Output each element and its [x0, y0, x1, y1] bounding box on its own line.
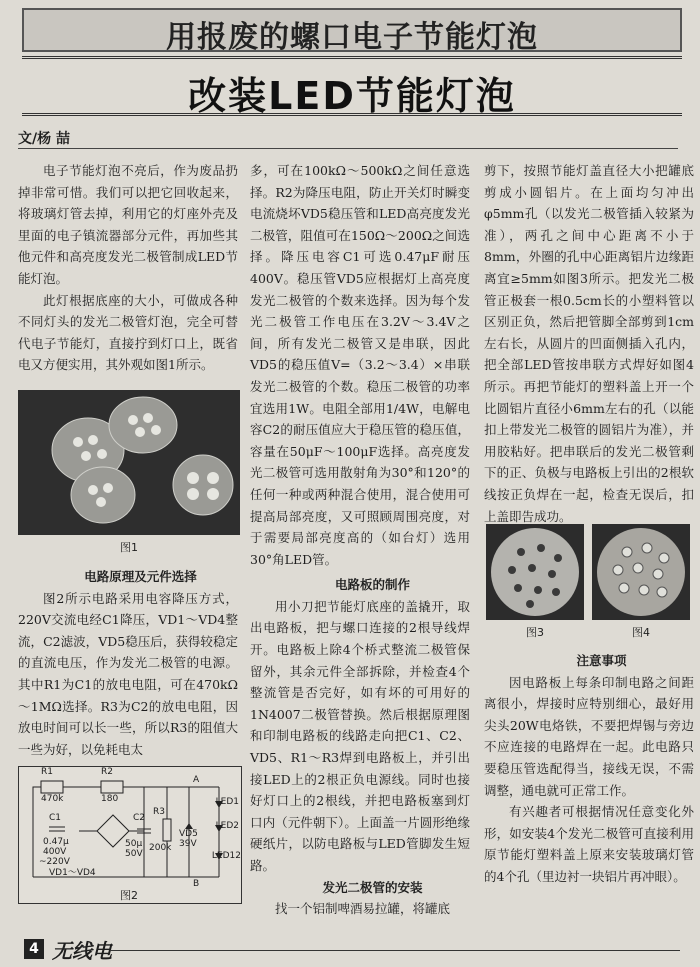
- section-heading: 发光二极管的安装: [322, 879, 423, 895]
- label-node-a: A: [193, 775, 200, 785]
- figure-4-caption: 图4: [632, 626, 650, 639]
- column-2: [250, 160, 470, 920]
- paragraph: 找一个铝制啤酒易拉罐，将罐底: [275, 901, 451, 917]
- label-r3: R3: [153, 807, 165, 817]
- column-3-bottom: [484, 650, 694, 888]
- footer-rule: [110, 950, 680, 951]
- label-r1: R1: [41, 767, 53, 777]
- author-byline: 文/杨 喆: [18, 131, 70, 147]
- page-number: 4: [24, 939, 44, 959]
- column-1-bottom: [18, 566, 238, 760]
- figure-2-caption: 图2: [120, 889, 138, 902]
- label-c2-value: 50μ: [125, 839, 143, 849]
- paragraph: 图2所示电路采用电容降压方式，220V交流电经C1降压，VD1～VD4整流，C2滤波，VD5稳压后，获得较稳定的直流电压，作为发光二极管的电源。其中R1为C1的放电电阻，可在470kΩ～1MΩ选择。R3为C2的放电电阻，因放电时间可以长一些，所以R3的阻值大一些为好，以免耗电太: [18, 590, 238, 757]
- label-c1: C1: [49, 813, 62, 823]
- label-vd5: VD5: [179, 829, 198, 839]
- label-node-b: B: [193, 879, 200, 889]
- label-vd5-value: 39V: [179, 839, 197, 849]
- divider: [18, 148, 678, 149]
- label-c1-voltage: 400V: [43, 847, 67, 857]
- figure-2-circuit: [18, 766, 242, 904]
- banner-title: 用报废的螺口电子节能灯泡: [166, 20, 538, 55]
- label-led12: LED12: [211, 851, 241, 861]
- section-heading: 电路板的制作: [334, 577, 410, 593]
- paragraph: 电子节能灯泡不亮后，作为废品扔掉非常可惜。我们可以把它回收起来，将玻璃灯管去掉，利用它的灯座外壳及里面的电子镇流器部分元件，再加些其他元件和高亮度发光二极管制成LED节能灯泡。: [18, 163, 238, 286]
- figure-1-caption: 图1: [120, 541, 138, 554]
- label-r3-value: 200k: [149, 843, 172, 853]
- label-led1: LED1: [215, 797, 239, 807]
- label-ac-input: ~220V: [39, 857, 70, 867]
- figure-3-photo: [486, 524, 584, 620]
- label-c1-value: 0.47μ: [43, 837, 69, 847]
- figure-4-photo: [592, 524, 690, 620]
- label-r1-value: 470k: [41, 794, 64, 804]
- title-banner: [22, 8, 682, 55]
- main-title-frame: [22, 56, 682, 116]
- column-1-top: [18, 160, 238, 376]
- label-led2: LED2: [215, 821, 239, 831]
- main-title: 改装LED节能灯泡: [188, 74, 516, 118]
- label-c2: C2: [133, 813, 146, 823]
- label-r2: R2: [101, 767, 113, 777]
- figure-3-caption: 图3: [526, 626, 544, 639]
- label-r2-value: 180: [101, 794, 119, 804]
- paragraph: 因电路板上每条印制电路之间距离很小，焊接时应特别细心，最好用尖头20W电烙铁，不要把焊锡与旁边不应连接的电路焊在一起。此电路只要稳压管选配得当，接线无误，不需调整，通电就可正常工作。: [484, 674, 694, 798]
- magazine-logo: 无线电: [52, 939, 112, 963]
- section-heading: 电路原理及元件选择: [84, 569, 197, 584]
- section-heading: 注意事项: [576, 653, 627, 668]
- label-c2-voltage: 50V: [125, 849, 143, 859]
- paragraph: 此灯根据底座的大小，可做成各种不同灯头的发光二极管灯泡，完全可替代电子节能灯，直接拧到灯口上，既省电又方便实用，其外观如图1所示。: [18, 292, 238, 373]
- label-bridge: VD1～VD4: [49, 868, 96, 878]
- paragraph: 多，可在100kΩ～500kΩ之间任意选择。R2为降压电阻，防止开关灯时瞬变电流烧坏VD5稳压管和LED高亮度发光二极管，阻值可在150Ω～200Ω之间选择。降压电容C1可选0.47μF耐压400V。稳压管VD5应根据灯上高亮度发光二极管的个数来选择。因为每个发光二极管工作电压在3.2V～3.4V之间，所有发光二极管又是串联，因此VD5的稳压值V=（3.2～3.4）×串联发光二极管的个数。稳压二极管的功率宜选用1W。电阻全部用1/4W，电解电容C2的耐压值应大于稳压管的稳压值，容量在50μF～100μF选择。高亮度发光二极管可选用散射角为30°和120°的任何一种或两种混合使用，混合使用可提高局部亮度，又可照顾周围亮度，对于需要局部亮度高的（如台灯）选用30°角LED管。: [250, 163, 470, 567]
- figure-1-photo: [18, 390, 240, 535]
- paragraph: 剪下，按照节能灯盖直径大小把罐底剪成小圆铝片。在上面均匀冲出φ5mm孔（以发光二极管插入较紧为准），两孔之间中心距离不小于8mm，外圈的孔中心距离铝片边缘距离宜≥5mm如图3所示。把发光二极管正极套一根0.5cm长的小塑料管以区别正负，然后把管脚全部剪到1cm左右长，从圆片的凹面侧插入孔内，把全部LED管按串联方式焊好如图4所示。再把节能灯的塑料盖上开一个比圆铝片直径小6mm左右的孔（以能扣上带发光二极管的圆铝片为准），并用胶粘好。把串联后的发光二极管剩下的正、负极与电路板上引出的2根软线按正负焊在一起，检查无误后，扣上盖即告成功。: [484, 163, 694, 524]
- paragraph: 用小刀把节能灯底座的盖撬开，取出电路板，把与螺口连接的2根导线焊开。电路板上除4个桥式整流二极管保留外，其余元件全部拆除，并检查4个整流管是否完好，如有坏的可用好的1N4007二极管替换。然后根据原理图和印制电路板的线路走向把C1、C2、VD5、R1～R3焊到电路板上，并引出接LED上的2根正负电源线。同时也接好灯口上的2根线，并把电路板塞到灯口内（元件朝下）。上面盖一片圆形绝缘硬纸片，以防电路板与LED管脚发生短路。: [250, 598, 470, 873]
- column-3-top: [484, 160, 694, 527]
- paragraph: 有兴趣者可根据情况任意变化外形，如安装4个发光二极管可直接利用原节能灯塑料盖上原来安装玻璃灯管的4个孔（里边衬一块铝片再冲眼）。: [484, 804, 694, 884]
